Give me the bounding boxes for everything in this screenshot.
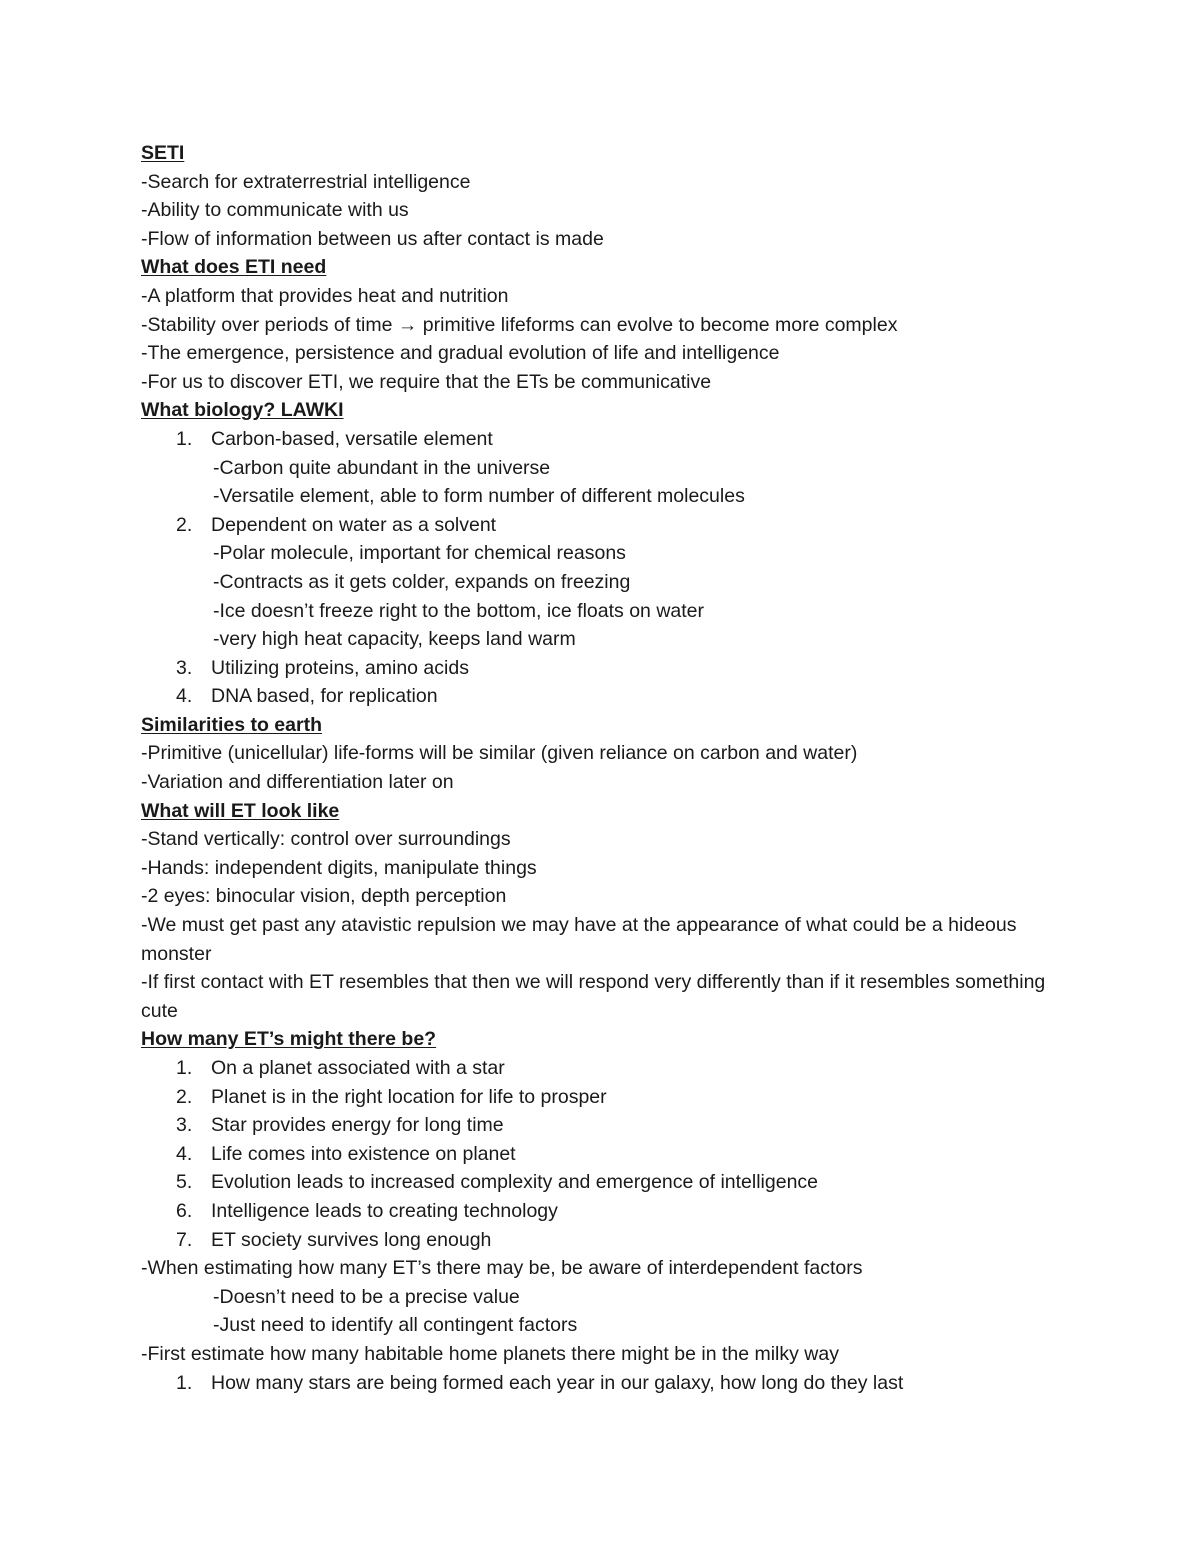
- text-line: -Stand vertically: control over surroundings: [141, 828, 511, 851]
- section-heading-similarities: Similarities to earth: [141, 713, 322, 736]
- text-line: -A platform that provides heat and nutrition: [141, 284, 509, 307]
- text-line: -Search for extraterrestrial intelligence: [141, 170, 471, 193]
- numbered-item: [141, 654, 1061, 683]
- numbered-item: [141, 682, 1061, 711]
- sub-line: -Contracts as it gets colder, expands on freezing: [213, 570, 631, 593]
- text-line: -Ability to communicate with us: [141, 199, 409, 222]
- text-line: -Flow of information between us after contact is made: [141, 227, 604, 250]
- numbered-item: [141, 1197, 1061, 1226]
- item-number: 3.: [176, 656, 193, 679]
- item-text: How many stars are being formed each year in our galaxy, how long do they last: [211, 1371, 904, 1394]
- sub-line: -Just need to identify all contingent factors: [213, 1314, 578, 1337]
- item-number: 6.: [176, 1199, 193, 1222]
- section-heading-seti: SETI: [141, 142, 185, 164]
- numbered-item: [141, 511, 1061, 540]
- numbered-item: [141, 1226, 1061, 1255]
- text-line: -Variation and differentiation later on: [141, 771, 454, 794]
- sub-line: -Ice doesn’t freeze right to the bottom, ice floats on water: [213, 599, 705, 622]
- item-number: 1.: [176, 427, 193, 450]
- sub-line: -Doesn’t need to be a precise value: [213, 1285, 520, 1308]
- item-text: Carbon-based, versatile element: [211, 427, 493, 450]
- item-number: 1.: [176, 1371, 193, 1394]
- item-number: 5.: [176, 1171, 193, 1194]
- section-heading-how-many: How many ET’s might there be?: [141, 1028, 437, 1051]
- sub-line: -Polar molecule, important for chemical reasons: [213, 542, 626, 565]
- section-heading-eti-need: What does ETI need: [141, 256, 327, 279]
- item-number: 4.: [176, 1142, 193, 1165]
- numbered-item: [141, 1111, 1061, 1140]
- numbered-item: [141, 1168, 1061, 1197]
- item-number: 7.: [176, 1228, 193, 1251]
- numbered-item: [141, 1140, 1061, 1169]
- text-line: -For us to discover ETI, we require that the ETs be communicative: [141, 370, 712, 393]
- text-line: -2 eyes: binocular vision, depth perception: [141, 885, 507, 908]
- text-line: -We must get past any atavistic repulsion we may have at the appearance of what could be a hideous monster: [141, 914, 1017, 965]
- item-text: Planet is in the right location for life to prosper: [211, 1085, 607, 1108]
- item-text: Evolution leads to increased complexity and emergence of intelligence: [211, 1171, 819, 1194]
- text-line: -First estimate how many habitable home planets there might be in the milky way: [141, 1342, 839, 1365]
- item-text: Utilizing proteins, amino acids: [211, 656, 469, 679]
- item-text: Life comes into existence on planet: [211, 1142, 516, 1165]
- numbered-item: [141, 425, 1061, 454]
- sub-line: -Versatile element, able to form number of different molecules: [213, 485, 745, 508]
- item-text: Star provides energy for long time: [211, 1114, 504, 1137]
- item-text: On a planet associated with a star: [211, 1057, 505, 1079]
- text-line: -The emergence, persistence and gradual evolution of life and intelligence: [141, 342, 780, 365]
- numbered-item: [141, 1083, 1061, 1112]
- numbered-item: [141, 1369, 1061, 1398]
- section-heading-et-look: What will ET look like: [141, 799, 340, 822]
- text-line: -Stability over periods of time → primitive lifeforms can evolve to become more complex: [141, 313, 898, 336]
- sub-line: -Carbon quite abundant in the universe: [213, 456, 551, 479]
- section-heading-biology: What biology? LAWKI: [141, 399, 344, 422]
- item-text: ET society survives long enough: [211, 1228, 492, 1251]
- sub-line: -very high heat capacity, keeps land warm: [213, 628, 576, 651]
- item-number: 4.: [176, 685, 193, 708]
- item-number: 1.: [176, 1057, 193, 1079]
- text-line: -Primitive (unicellular) life-forms will be similar (given reliance on carbon and water): [141, 742, 858, 765]
- item-number: 3.: [176, 1114, 193, 1137]
- item-text: DNA based, for replication: [211, 685, 438, 708]
- item-text: Intelligence leads to creating technology: [211, 1199, 558, 1222]
- item-text: Dependent on water as a solvent: [211, 513, 497, 536]
- document-page: [141, 139, 1061, 1397]
- text-line: -Hands: independent digits, manipulate things: [141, 856, 537, 879]
- numbered-item: [141, 1054, 1061, 1083]
- item-number: 2.: [176, 1085, 193, 1108]
- text-line: -If first contact with ET resembles that then we will respond very differently than if it resembles something cute: [141, 971, 1046, 1022]
- text-line: -When estimating how many ET’s there may be, be aware of interdependent factors: [141, 1257, 863, 1280]
- item-number: 2.: [176, 513, 193, 536]
